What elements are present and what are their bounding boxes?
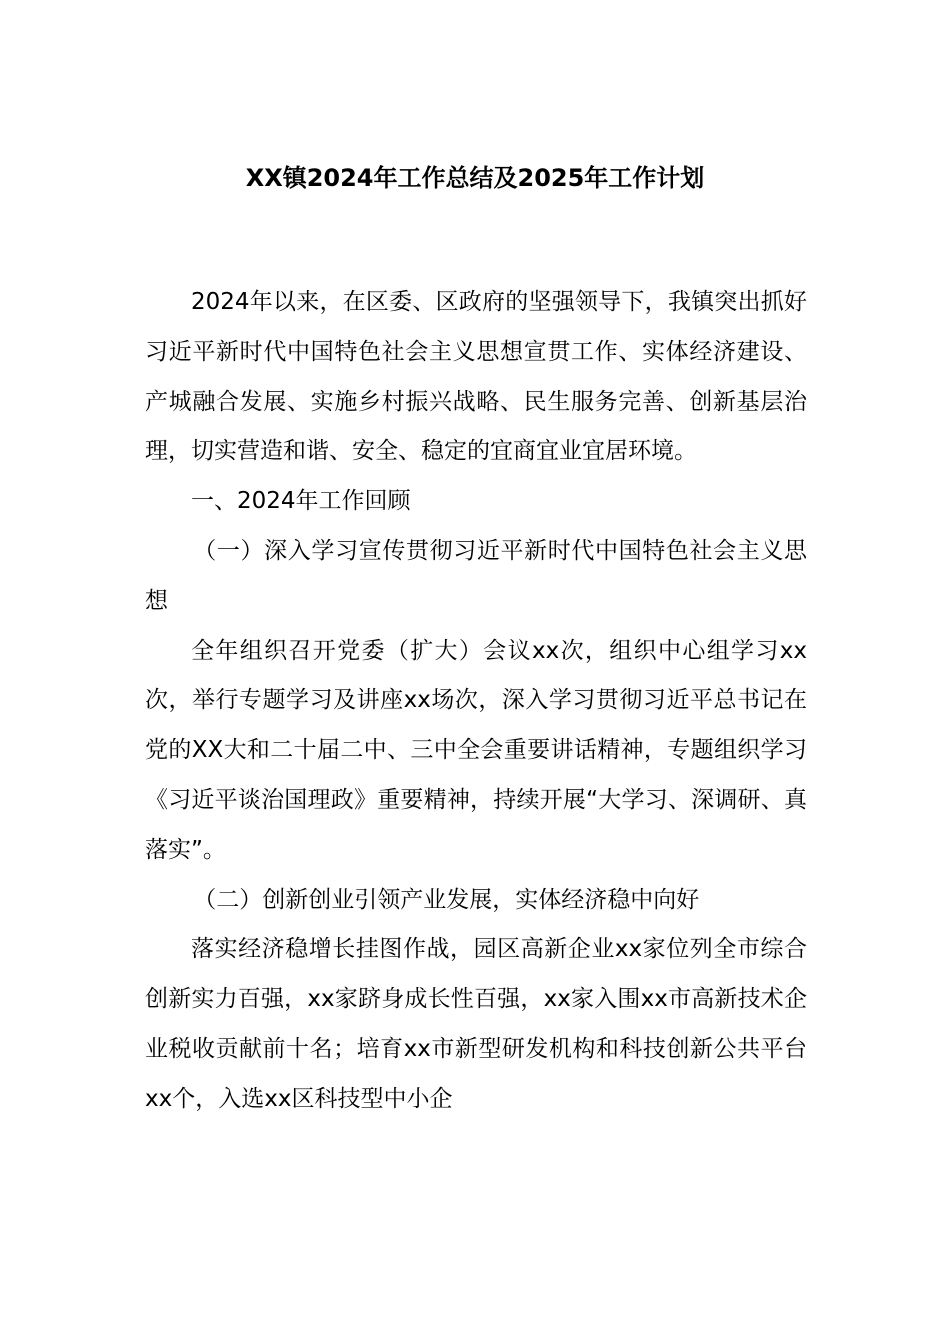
section-heading-review: 一、2024年工作回顾 bbox=[191, 488, 411, 515]
subsection-heading-1: （一）深入学习宣传贯彻习近平新时代中国特色社会主义思想 bbox=[145, 537, 807, 614]
paragraph-study: 全年组织召开党委（扩大）会议xx次，组织中心组学习xx次，举行专题学习及讲座xx场次，深入学习贯彻习近平总书记在党的XX大和二十届二中、三中全会重要讲话精神，专题组织学习《习近平谈治国理政》重要精神，持续开展“大学习、深调研、真落实”。 bbox=[145, 637, 807, 863]
paragraph-economy: 落实经济稳增长挂图作战，园区高新企业xx家位列全市综合创新实力百强，xx家跻身成长性百强，xx家入围xx市高新技术企业税收贡献前十名；培育xx市新型研发机构和科技创新公共平台xx个，入选xx区科技型中小企 bbox=[145, 936, 807, 1112]
subsection-heading-2: （二）创新创业引领产业发展，实体经济稳中向好 bbox=[193, 886, 700, 913]
document-body bbox=[145, 278, 807, 1125]
paragraph-intro: 2024年以来，在区委、区政府的坚强领导下，我镇突出抓好习近平新时代中国特色社会主义思想宣贯工作、实体经济建设、产城融合发展、实施乡村振兴战略、民生服务完善、创新基层治理，切实营造和谐、安全、稳定的宜商宜业宜居环境。 bbox=[145, 289, 807, 465]
document-title: XX镇2024年工作总结及2025年工作计划 bbox=[245, 164, 705, 192]
